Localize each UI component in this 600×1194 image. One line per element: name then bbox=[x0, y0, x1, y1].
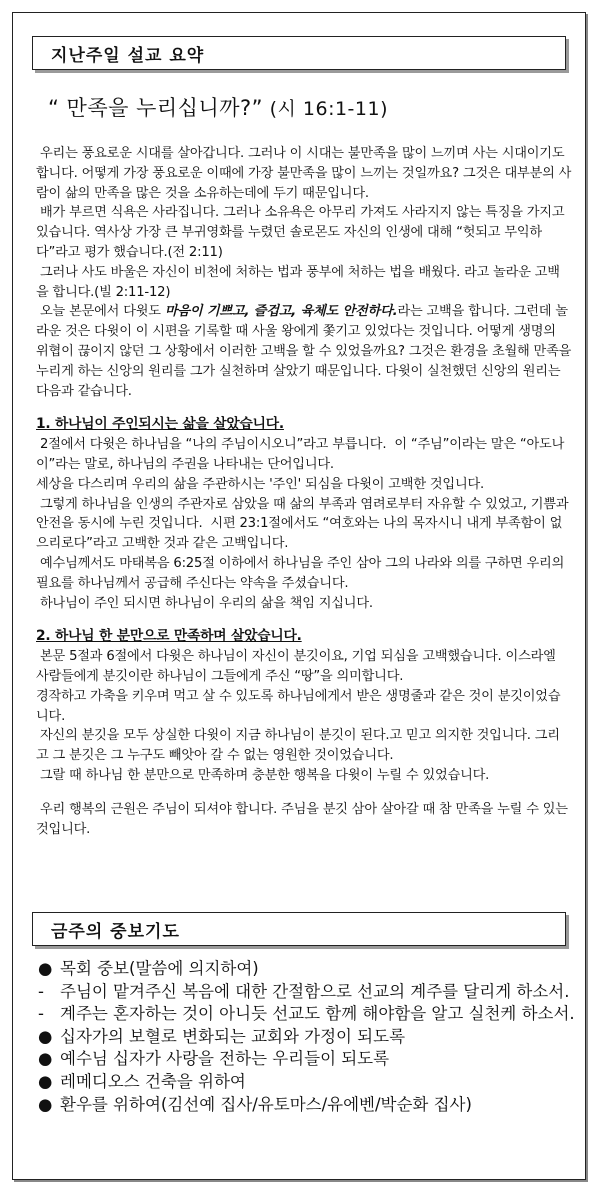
paragraph-text: 라는 고백을 합니다. 그런데 놀라운 것은 다윗이 이 시편을 기록할 때 사울 왕에게 쫓기고 있었다는 것입니다. 어떻게 생명의 위협이 끊이지 않던 그 상황에서 이러한 고백을 할 수 있었을까요? 그것은 환경을 초월해 만족을 누리게 하는 신앙의 원리를 그가 실천하며 살았기 때문입니다. 다윗이 실천했던 신앙의 원리는 다음과 같습니다. bbox=[36, 304, 576, 399]
sermon-paragraph: 그랄 때 하나님 한 분만으로 만족하며 충분한 행복을 다윗이 누릴 수 있었습니다. bbox=[36, 767, 490, 783]
prayer-item bbox=[38, 1048, 578, 1071]
prayer-list bbox=[38, 958, 578, 1116]
bullet-icon: ● bbox=[38, 1026, 53, 1046]
sermon-summary-header bbox=[32, 36, 566, 70]
sermon-conclusion: 우리 행복의 근원은 주님이 되셔야 합니다. 주님을 분깃 삼아 살아갈 때 참 만족을 누릴 수 있는 것입니다. bbox=[36, 801, 572, 837]
sermon-body bbox=[36, 144, 576, 839]
dash-icon: - bbox=[38, 981, 44, 1001]
prayer-item bbox=[38, 1094, 578, 1117]
emphasized-text: 마음이 기쁘고, 즐겁고, 육체도 안전하다. bbox=[164, 304, 398, 320]
sermon-paragraph: 우리는 풍요로운 시대를 살아갑니다. 그러나 이 시대는 불만족을 많이 느끼며 사는 시대이기도 합니다. 어떻게 가장 풍요로운 이때에 가장 불만족을 많이 느끼는 것일까요? 그것은 대부분의 사람이 삶의 만족을 많은 것을 소유하는데에 두기 때문입니다. bbox=[36, 146, 572, 201]
prayer-item-text: 환우를 위하여(김선예 집사/유토마스/유에벤/박순화 집사) bbox=[60, 1094, 472, 1114]
prayer-item-text: 주님이 맡겨주신 복음에 대한 간절함으로 선교의 계주를 달리게 하소서. bbox=[60, 981, 570, 1001]
point-one-heading: 1. 하나님이 주인되시는 삶을 살았습니다. bbox=[36, 416, 284, 433]
point-two-heading: 2. 하나님 한 분만으로 만족하며 살았습니다. bbox=[36, 628, 302, 645]
sermon-paragraph: 자신의 분깃을 모두 상실한 다윗이 지금 하나님이 분깃이 된다.고 믿고 의지한 것입니다. 그리고 그 분깃은 그 누구도 빼앗아 갈 수 없는 영원한 것이었습니다. bbox=[36, 728, 560, 764]
prayer-requests-header bbox=[32, 912, 566, 946]
prayer-item bbox=[38, 958, 578, 981]
sermon-paragraph: 그러나 사도 바울은 자신이 비천에 처하는 법과 풍부에 처하는 법을 배웠다. 라고 놀라운 고백을 합니다.(빌 2:11-12) bbox=[36, 264, 560, 300]
bullet-icon: ● bbox=[38, 1071, 53, 1091]
bullet-icon: ● bbox=[38, 959, 53, 978]
prayer-item-text: 계주는 혼자하는 것이 아니듯 선교도 함께 해야함을 알고 실천케 하소서. bbox=[60, 1004, 575, 1024]
paragraph-text: 오늘 본문에서 다윗도 bbox=[36, 304, 165, 320]
prayer-item bbox=[38, 1003, 578, 1026]
sermon-scripture-reference: (시 16:1-11) bbox=[263, 98, 389, 120]
prayer-item-text: 목회 중보(말씀에 의지하여) bbox=[60, 959, 259, 978]
sermon-paragraph: 예수님께서도 마태복음 6:25절 이하에서 하나님을 주인 삼아 그의 나라와 의를 구하면 우리의 필요를 하나님께서 공급해 주신다는 약속을 주셨습니다. bbox=[36, 555, 569, 591]
sermon-paragraph: 2절에서 다윗은 하나님을 “나의 주님이시오니”라고 부릅니다. 이 “주님”이라는 말은 “아도나이”라는 말로, 하나님의 주권을 나타내는 단어입니다. bbox=[36, 437, 565, 472]
sermon-paragraph: 하나님이 주인 되시면 하나님이 우리의 삶을 책임 지십니다. bbox=[36, 595, 373, 611]
prayer-requests-header-label: 금주의 중보기도 bbox=[51, 921, 180, 942]
sermon-paragraph: 그렇게 하나님을 인생의 주관자로 삼았을 때 삶의 부족과 염려로부터 자유할 수 있었고, 기쁨과 안전을 동시에 누린 것입니다. 시편 23:1절에서도 “여호와는 나의 목자시니 내게 부족함이 없으리로다”라고 고백한 것과 같은 고백입니다. bbox=[36, 496, 573, 552]
prayer-item-text: 예수님 십자가 사랑을 전하는 우리들이 되도록 bbox=[60, 1049, 390, 1069]
sermon-paragraph: 세상을 다스리며 우리의 삶을 주관하시는 '주인' 되심을 다윗이 고백한 것입니다. bbox=[36, 476, 485, 492]
sermon-paragraph: 본문 5절과 6절에서 다윗은 하나님이 자신이 분깃이요, 기업 되심을 고백했습니다. 이스라엘 사람들에게 분깃이란 하나님이 그들에게 주신 “땅”을 의미합니다. bbox=[36, 649, 560, 684]
prayer-item-text: 레메디오스 건축을 위하여 bbox=[60, 1071, 246, 1091]
dash-icon: - bbox=[38, 1004, 44, 1024]
prayer-item bbox=[38, 1071, 578, 1094]
bullet-icon: ● bbox=[38, 1049, 53, 1069]
sermon-paragraph: 경작하고 가축을 키우며 먹고 살 수 있도록 하나님에게서 받은 생명줄과 같은 것이 분깃이었습니다. bbox=[36, 688, 561, 724]
sermon-paragraph: 배가 부르면 식욕은 사라집니다. 그러나 소유욕은 아무리 가져도 사라지지 않는 특징을 가지고 있습니다. 역사상 가장 큰 부귀영화를 누렸던 솔로몬도 자신의 인생에 대해 “헛되고 무익하다”라고 평가 했습니다.(전 2:11) bbox=[36, 205, 569, 260]
prayer-item bbox=[38, 1026, 578, 1049]
sermon-paragraph bbox=[36, 302, 576, 401]
sermon-summary-header-label: 지난주일 설교 요약 bbox=[51, 45, 205, 66]
sermon-title-text: “ 만족을 누리십니까?” bbox=[48, 96, 264, 120]
bullet-icon: ● bbox=[38, 1094, 53, 1114]
prayer-item-text: 십자가의 보혈로 변화되는 교회와 가정이 되도록 bbox=[60, 1026, 406, 1046]
prayer-item bbox=[38, 981, 578, 1004]
sermon-title bbox=[48, 92, 388, 122]
